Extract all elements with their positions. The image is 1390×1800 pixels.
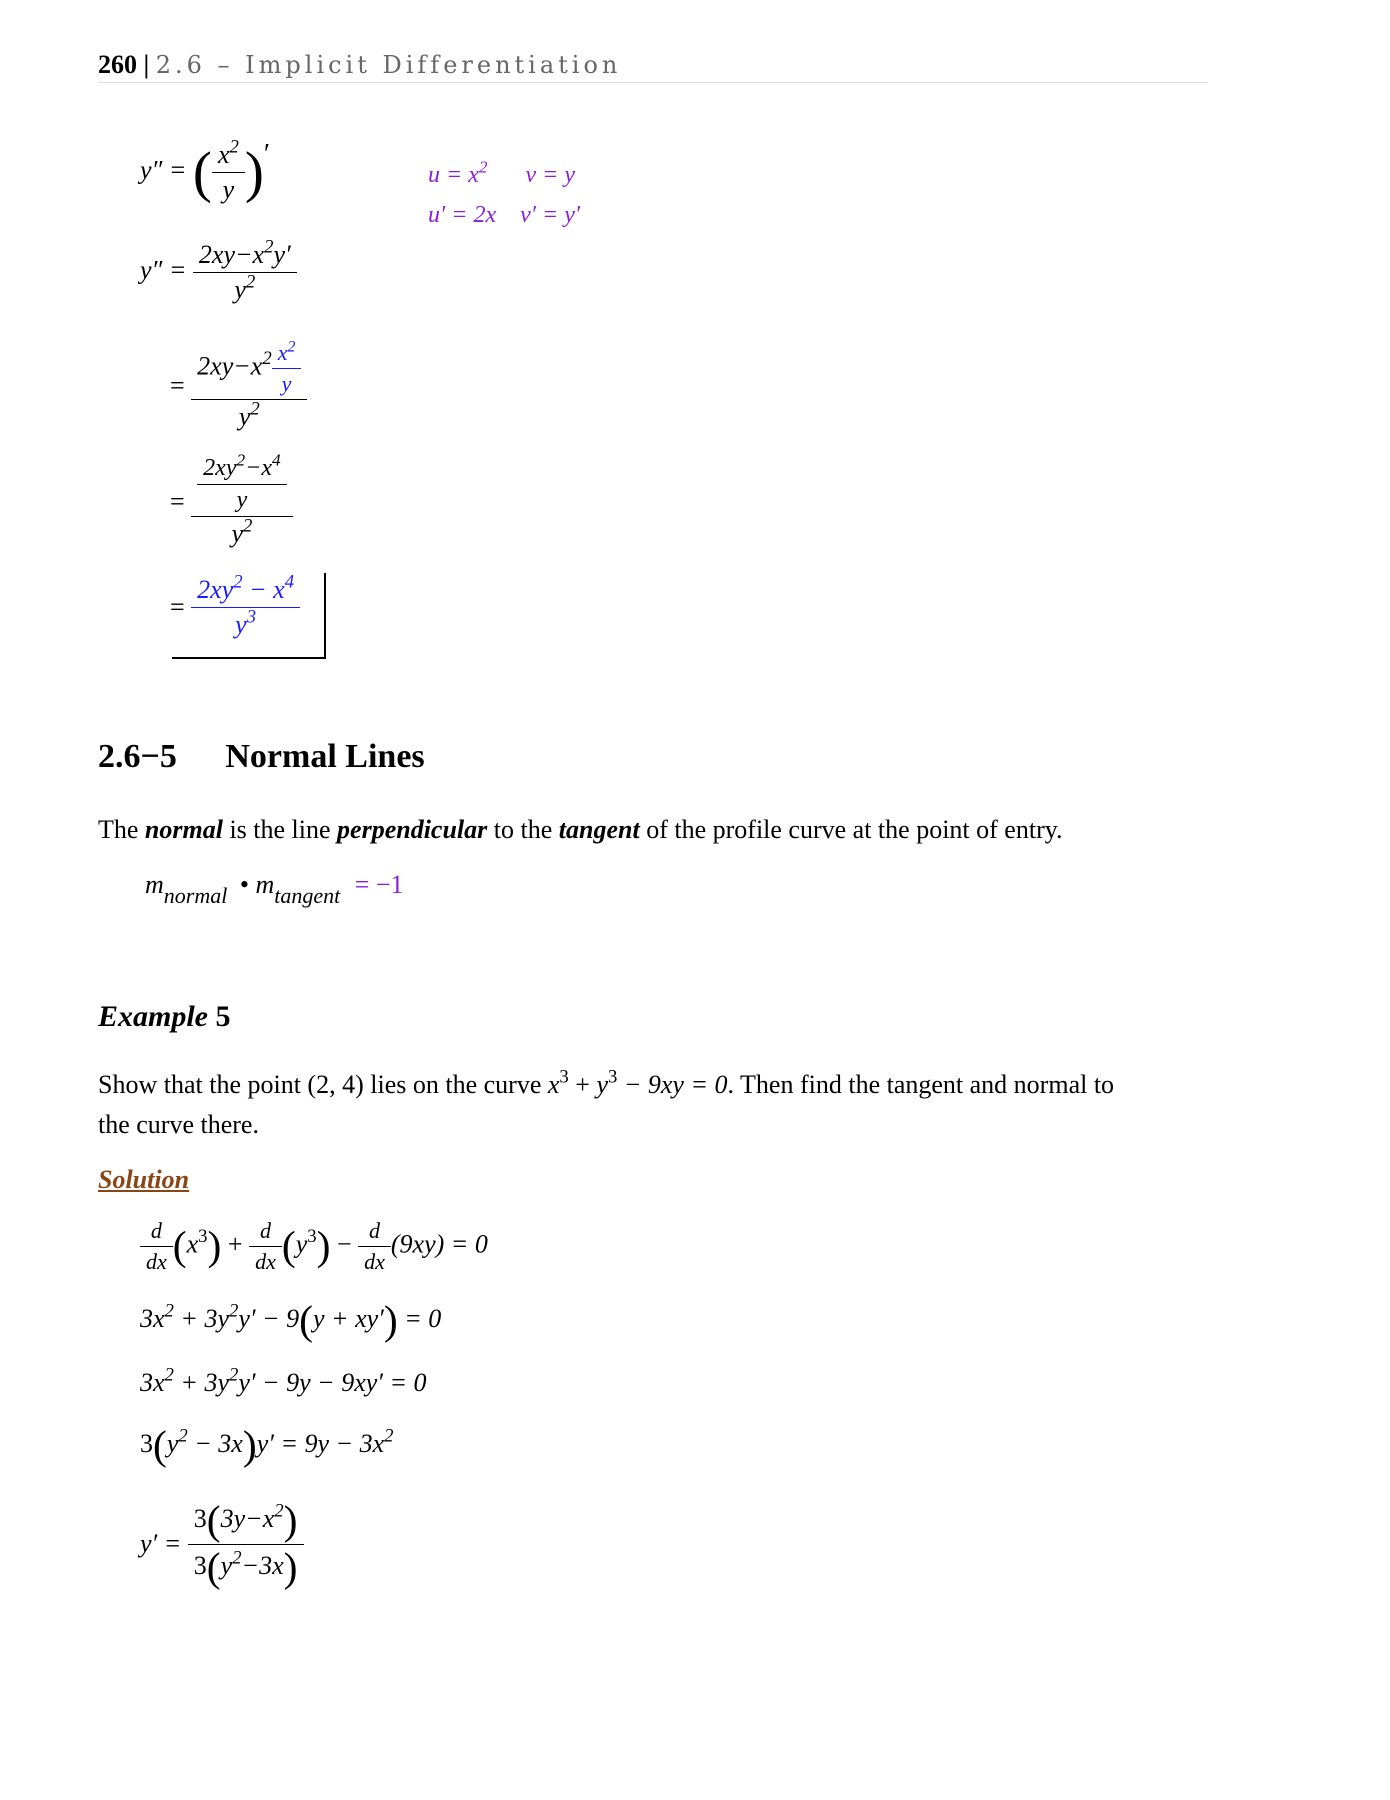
solution-line-2 xyxy=(140,1297,442,1343)
curve-tail: − 9xy = 0 xyxy=(617,1070,728,1099)
tail: (9xy) = 0 xyxy=(390,1229,488,1259)
s2-e2: 2 xyxy=(229,1300,239,1322)
d: d xyxy=(369,1218,380,1243)
d-dx-3 xyxy=(358,1218,391,1275)
solution-line-1 xyxy=(140,1218,488,1275)
den-e: 2 xyxy=(232,1547,242,1569)
den-c: −3x xyxy=(241,1550,284,1580)
y-exp: 3 xyxy=(307,1226,317,1248)
answer-box-right xyxy=(324,573,326,658)
derivation-line-2 xyxy=(140,236,297,305)
equals: = xyxy=(170,487,185,516)
curve-x-exp: 3 xyxy=(559,1066,569,1088)
num: 2xy−x xyxy=(198,240,265,269)
prime: ′ xyxy=(263,139,271,171)
num-b: 3y−x xyxy=(220,1503,275,1533)
exp2: 4 xyxy=(284,571,295,593)
text-a: Show that the point (2, 4) lies on the curve xyxy=(98,1070,548,1099)
header-rule xyxy=(98,82,1208,83)
example-heading xyxy=(98,1000,231,1034)
minus-one: = −1 xyxy=(354,870,404,899)
derivation-line-1 xyxy=(140,136,271,205)
header-section-title: 2.6 – Implicit Differentiation xyxy=(155,51,622,79)
d: d xyxy=(150,1218,162,1243)
num-e: 2 xyxy=(274,1500,284,1522)
def-t1: The xyxy=(98,815,145,844)
y-double-prime-lhs: y″ = xyxy=(140,155,187,185)
y-prime-lhs: y′ = xyxy=(140,1529,182,1559)
exp1: 2 xyxy=(236,450,246,470)
section-number: 2.6−5 xyxy=(98,738,177,775)
equals: = xyxy=(170,371,185,400)
simplified-fraction xyxy=(191,450,292,549)
paren-l: ( xyxy=(153,1422,167,1468)
den-exp: 2 xyxy=(242,515,253,537)
left-paren: ( xyxy=(192,140,212,204)
fraction-x2-over-y xyxy=(212,136,245,205)
den: y xyxy=(235,610,247,639)
den-exp: 2 xyxy=(250,398,260,420)
u-exp: 2 xyxy=(478,157,488,177)
solution-line-5 xyxy=(140,1497,304,1590)
paren-r: ) xyxy=(383,1297,398,1343)
den-exp: 3 xyxy=(246,606,257,628)
num-tail: y′ xyxy=(273,240,291,269)
derivation-line-3 xyxy=(170,340,307,432)
side-note-row-1 xyxy=(428,155,580,195)
answer-box-bottom xyxy=(172,657,326,659)
inner-fraction xyxy=(272,340,302,397)
s4-e2: 2 xyxy=(384,1425,394,1447)
s2-e1: 2 xyxy=(164,1300,174,1322)
v-def: v = y xyxy=(525,162,575,188)
m-normal: m xyxy=(145,870,164,899)
inner-fraction-2 xyxy=(197,450,286,514)
normal-definition xyxy=(98,815,1063,845)
exp: 2 xyxy=(262,348,272,370)
paren-r: ) xyxy=(283,1497,298,1543)
x-exp: 3 xyxy=(198,1226,208,1248)
derivation-line-4 xyxy=(170,450,293,549)
curve-plus: + xyxy=(568,1070,597,1099)
x: x xyxy=(186,1229,199,1259)
section-heading xyxy=(98,738,425,776)
derivation-line-5 xyxy=(170,571,300,640)
final-answer-fraction xyxy=(191,571,300,640)
example-number: 5 xyxy=(215,1000,231,1033)
den: y xyxy=(238,402,251,431)
s2-d: y + xy′ xyxy=(313,1303,384,1333)
num-a: 3 xyxy=(193,1503,207,1533)
u-prime-def: u′ = 2x xyxy=(428,202,497,228)
def-normal: normal xyxy=(144,815,223,844)
inner-den: y xyxy=(272,368,302,397)
def-tangent: tangent xyxy=(558,815,640,844)
num-b: −x xyxy=(245,455,272,481)
den: y xyxy=(234,275,246,304)
num-b: − x xyxy=(242,575,285,604)
substituted-fraction xyxy=(191,340,307,432)
def-perpendicular: perpendicular xyxy=(337,815,488,844)
s2-c: y′ − 9 xyxy=(238,1303,300,1333)
s4-a: 3 xyxy=(140,1428,153,1458)
y: y xyxy=(295,1229,308,1259)
dx: dx xyxy=(140,1246,173,1275)
paren-l: ( xyxy=(281,1222,296,1269)
num: 2xy−x xyxy=(197,351,263,381)
text-b: . Then find the tangent and normal to xyxy=(727,1070,1115,1099)
d-dx-1 xyxy=(140,1218,173,1275)
solution-line-4 xyxy=(140,1422,394,1468)
exp: 2 xyxy=(229,136,239,158)
dx: dx xyxy=(358,1246,391,1275)
m-tangent: m xyxy=(255,870,275,899)
s3-b: + 3y xyxy=(173,1368,229,1397)
dot: • xyxy=(239,870,249,899)
equals: = xyxy=(170,592,185,622)
page-number: 260 xyxy=(98,50,137,79)
paren-l: ( xyxy=(206,1543,221,1590)
plus: + xyxy=(227,1229,243,1259)
s3-c: y′ − 9y − 9xy′ = 0 xyxy=(238,1368,427,1397)
quotient-fraction xyxy=(193,236,297,305)
solution-label[interactable]: Solution xyxy=(98,1165,190,1194)
curve-x: x xyxy=(547,1070,560,1099)
minus: − xyxy=(336,1229,352,1259)
def-t5: to the xyxy=(487,815,559,844)
exp1: 2 xyxy=(233,571,243,593)
curve-y-exp: 3 xyxy=(607,1066,618,1088)
den: y xyxy=(231,519,243,548)
y-double-prime-lhs-2: y″ = xyxy=(140,255,187,285)
side-note-row-2 xyxy=(428,195,580,235)
right-paren: ) xyxy=(244,140,264,204)
paren-r: ) xyxy=(283,1543,298,1590)
exp2: 4 xyxy=(271,450,281,470)
paren-r: ) xyxy=(207,1222,222,1269)
y-prime-fraction xyxy=(188,1497,304,1590)
s2-e: = 0 xyxy=(397,1303,442,1333)
s3-e2: 2 xyxy=(229,1364,239,1386)
num: x xyxy=(217,140,230,169)
s2-b: + 3y xyxy=(173,1303,229,1333)
paren-l: ( xyxy=(299,1297,313,1343)
solution-line-3 xyxy=(140,1364,427,1398)
s4-c: − 3x xyxy=(187,1428,243,1458)
example-label: Example xyxy=(98,1000,208,1033)
u-def: u = x xyxy=(428,162,479,188)
inner-exp: 2 xyxy=(287,338,296,356)
d: d xyxy=(259,1218,271,1243)
sub-normal: normal xyxy=(163,882,228,908)
paren-r: ) xyxy=(316,1222,331,1269)
den-b: y xyxy=(220,1550,233,1580)
s4-e1: 2 xyxy=(178,1425,188,1447)
curve-y: y xyxy=(596,1070,608,1099)
den-exp: 2 xyxy=(245,271,256,293)
s2-a: 3x xyxy=(140,1303,165,1333)
d-dx-2 xyxy=(249,1218,282,1275)
dx: dx xyxy=(249,1246,282,1275)
paren-l: ( xyxy=(206,1497,221,1543)
num-a: 2xy xyxy=(203,455,237,481)
paren-r: ) xyxy=(242,1422,257,1468)
s4-d: y′ = 9y − 3x xyxy=(256,1428,385,1458)
section-title: Normal Lines xyxy=(225,738,425,775)
example-line-1 xyxy=(98,1065,1114,1105)
num-a: 2xy xyxy=(197,575,234,604)
inner-den: y xyxy=(197,484,286,514)
exp: 2 xyxy=(264,236,274,258)
header-separator: | xyxy=(143,50,150,79)
sub-tangent: tangent xyxy=(274,882,341,908)
def-t3: is the line xyxy=(222,815,338,844)
example-line-2: the curve there. xyxy=(98,1110,259,1139)
side-note-uv xyxy=(428,155,580,235)
inner-num: x xyxy=(277,340,288,365)
den-a: 3 xyxy=(193,1550,207,1580)
s4-b: y xyxy=(166,1428,179,1458)
paren-l: ( xyxy=(172,1222,187,1269)
example-text xyxy=(98,1065,1114,1145)
v-prime-def: v′ = y′ xyxy=(520,202,581,228)
slope-relation xyxy=(145,870,404,908)
s3-a: 3x xyxy=(140,1368,165,1397)
s3-e1: 2 xyxy=(164,1364,174,1386)
page-header xyxy=(98,50,621,80)
den: y xyxy=(212,172,245,205)
def-t7: of the profile curve at the point of entry. xyxy=(639,815,1063,844)
